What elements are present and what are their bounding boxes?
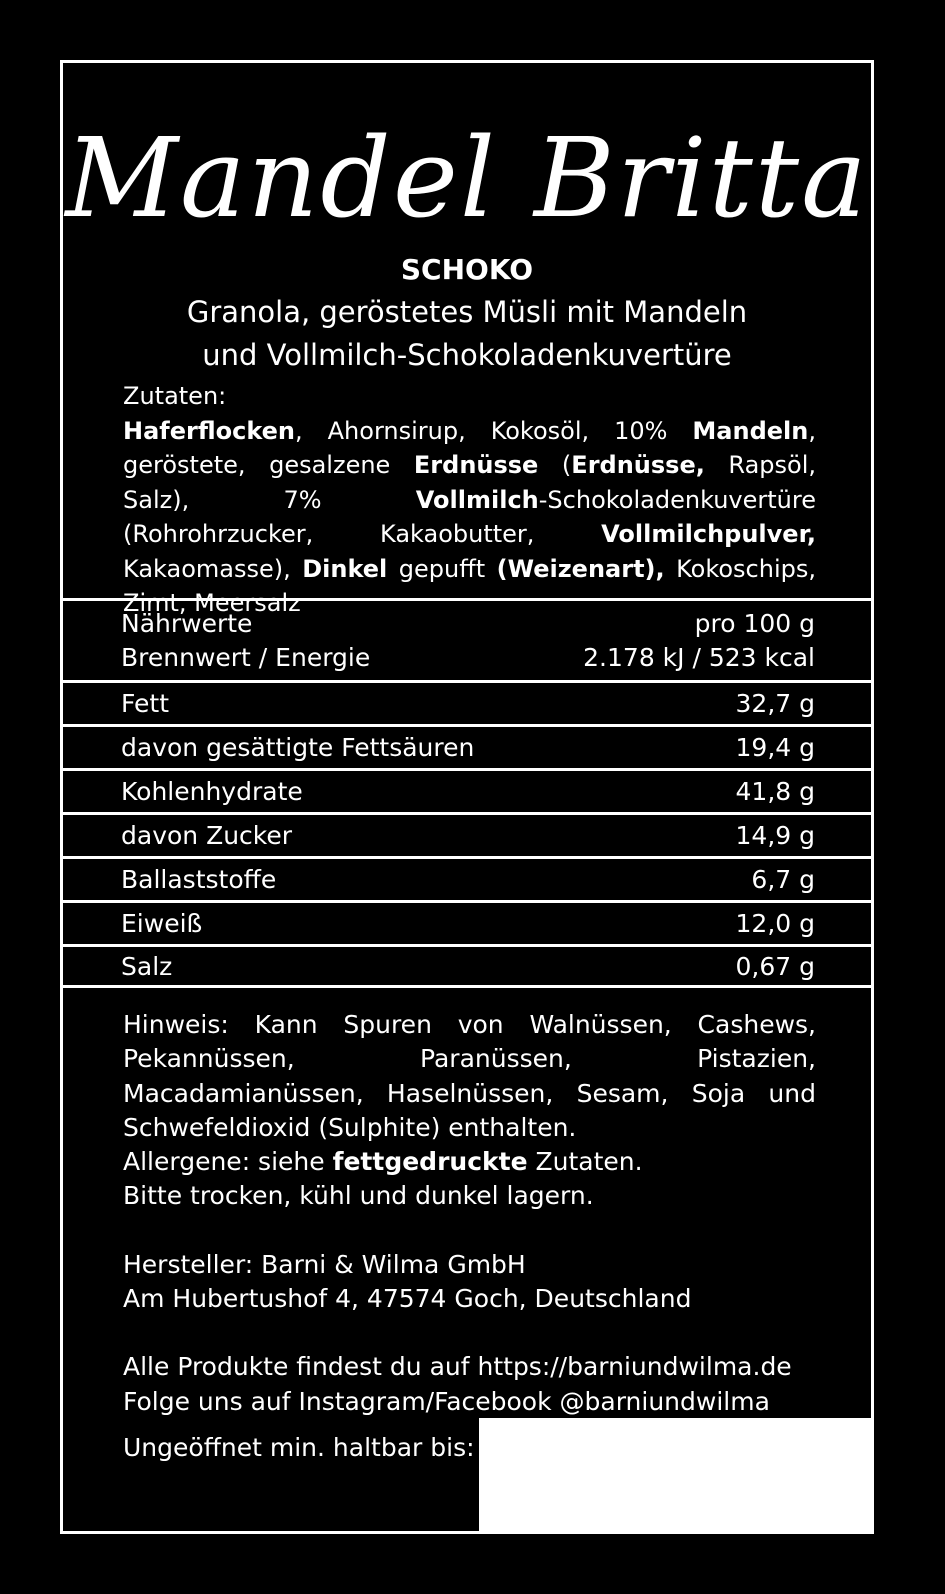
product-description: [63, 291, 871, 377]
nutrition-row: [63, 768, 871, 812]
energy-value: 2.178 kJ / 523 kcal: [583, 643, 815, 672]
ingredient-allergen: Mandeln: [692, 416, 809, 445]
ingredient-allergen: Vollmilchpulver,: [601, 520, 816, 548]
nutrition-row-label: Salz: [121, 951, 173, 981]
nutrition-row-label: Fett: [121, 689, 169, 718]
nutrition-header-value: pro 100 g: [694, 609, 815, 638]
nutrition-row-label: Ballaststoffe: [121, 865, 277, 894]
ingredient-allergen: Haferflocken: [123, 416, 296, 445]
nutrition-row-value: 14,9 g: [735, 821, 815, 850]
ingredient-text: Rapsöl, Salz), 7%: [123, 451, 817, 514]
manufacturer-name: Hersteller: Barni & Wilma GmbH: [123, 1249, 526, 1279]
ingredient-allergen: Erdnüsse,: [571, 451, 705, 479]
ingredient-text: , Ahornsirup, Kokosöl, 10%: [295, 416, 693, 445]
energy-label: Brennwert / Energie: [121, 643, 371, 672]
product-title: Mandel Britta: [65, 114, 869, 242]
allergy-hint: Hinweis: Kann Spuren von Walnüssen, Cashews, Pekannüssen, Paranüssen, Pistazien, Macadamianüssen, Haselnüssen, Sesam, Soja und Schwefeldioxid (Sulphite) enthalten.: [123, 1010, 816, 1142]
ingredients-list: [123, 414, 816, 621]
nutrition-row-label: Kohlenhydrate: [121, 777, 303, 806]
description-line-1: Granola, geröstetes Müsli mit Mandeln: [186, 295, 748, 329]
product-label: [60, 60, 874, 1534]
ingredients-section: [123, 379, 816, 621]
ingredient-text: Kakaomasse),: [123, 554, 303, 583]
nutrition-row-label: Eiweiß: [121, 909, 203, 938]
nutrition-row-label: davon gesättigte Fettsäuren: [121, 733, 475, 762]
nutrition-row-value: 32,7 g: [735, 689, 815, 718]
expiry-label: Ungeöffnet min. haltbar bis:: [123, 1433, 475, 1462]
ingredient-text: (: [538, 451, 572, 479]
nutrition-row-value: 41,8 g: [735, 777, 815, 806]
expiry-date-box: [479, 1418, 871, 1531]
product-variant: SCHOKO: [400, 253, 534, 286]
nutrition-row-value: 19,4 g: [735, 733, 815, 762]
social-note: Folge uns auf Instagram/Facebook @barniundwilma: [123, 1386, 770, 1416]
ingredient-allergen: (Weizenart),: [496, 554, 665, 583]
manufacturer-address: Am Hubertushof 4, 47574 Goch, Deutschland: [123, 1284, 692, 1314]
storage-note: Bitte trocken, kühl und dunkel lagern.: [123, 1181, 594, 1211]
nutrition-header: [63, 598, 871, 680]
ingredient-text: -Schokoladenkuvertüre (Rohrohrzucker, Kakaobutter,: [123, 485, 816, 548]
ingredient-allergen: Vollmilch: [415, 485, 539, 514]
notes-section: [123, 1008, 816, 1419]
nutrition-row: [63, 724, 871, 768]
ingredients-heading: Zutaten:: [123, 382, 227, 410]
ingredient-text: gepufft: [387, 554, 497, 583]
ingredient-allergen: Erdnüsse: [413, 451, 539, 479]
nutrition-row-value: 12,0 g: [735, 909, 815, 938]
nutrition-row: [63, 944, 871, 988]
nutrition-row-value: 6,7 g: [751, 865, 815, 894]
nutrition-header-label: Nährwerte: [121, 609, 253, 638]
nutrition-row-value: 0,67 g: [735, 951, 815, 981]
ingredient-text: Kokoschips, Zimt, Meersalz: [123, 554, 816, 617]
website-note: Alle Produkte findest du auf https://barniundwilma.de: [123, 1352, 792, 1382]
allergen-note: Allergene: siehe fettgedruckte Zutaten.: [123, 1147, 643, 1177]
ingredient-allergen: Dinkel: [302, 554, 388, 583]
description-line-2: und Vollmilch-Schokoladenkuvertüre: [202, 338, 732, 372]
nutrition-row: [63, 900, 871, 944]
nutrition-row: [63, 680, 871, 724]
ingredient-text: , geröstete, gesalzene: [123, 416, 816, 479]
nutrition-row: [63, 812, 871, 856]
nutrition-row-label: davon Zucker: [121, 821, 293, 850]
nutrition-table: [63, 598, 871, 988]
nutrition-row: [63, 856, 871, 900]
